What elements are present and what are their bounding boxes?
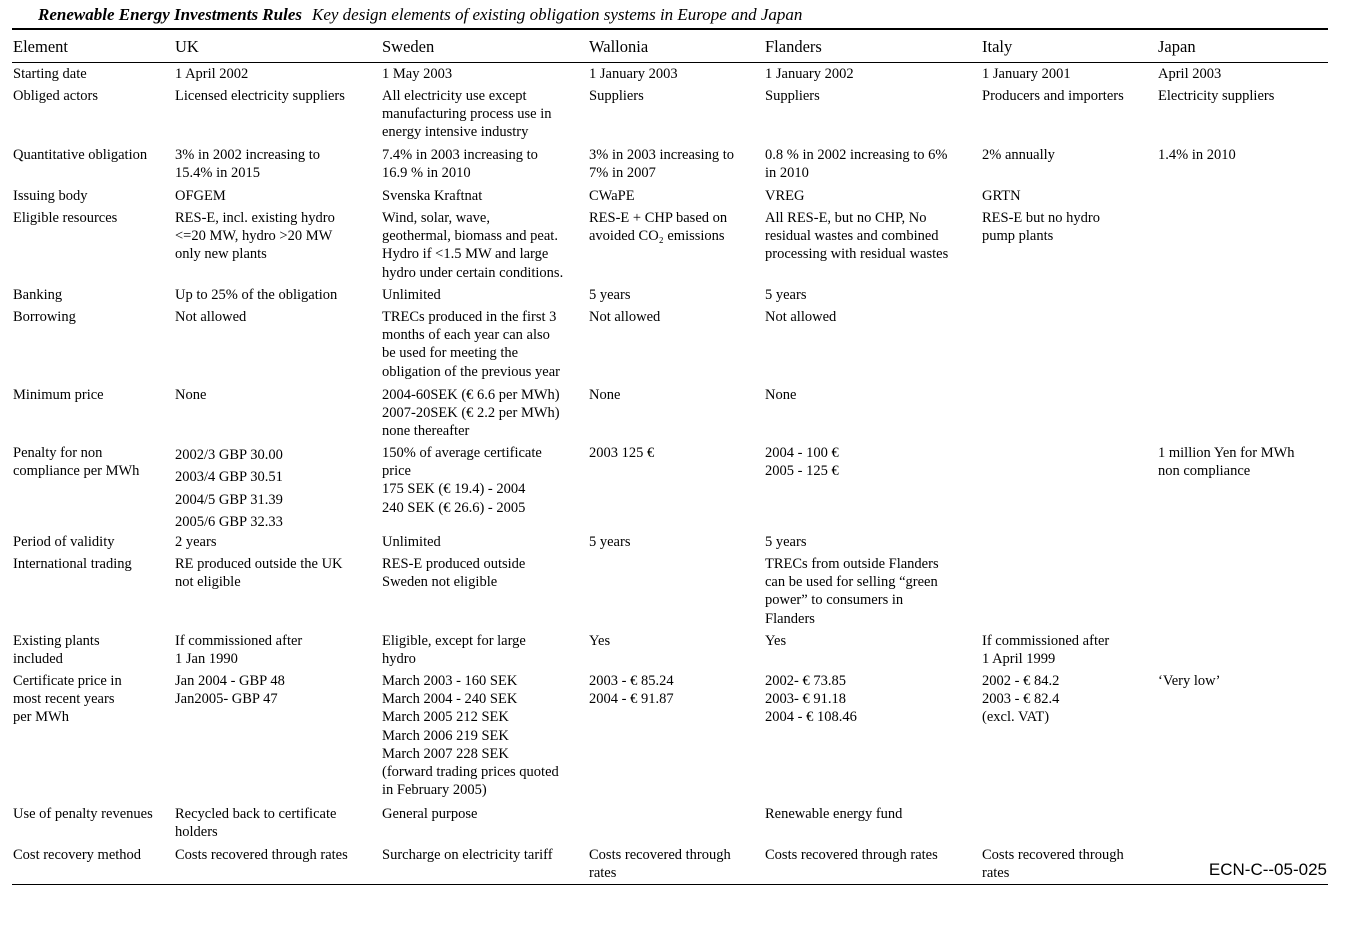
table-cell — [982, 87, 1124, 105]
cell-line: 2005 - 125 € — [765, 463, 839, 480]
table-cell — [982, 209, 1100, 245]
cell-line: Use of penalty revenues — [13, 806, 153, 822]
row-label — [13, 87, 98, 105]
cell-line: Flanders — [765, 610, 815, 627]
cell-line: 0.8 % in 2002 increasing to 6% — [765, 147, 948, 163]
table-cell — [382, 65, 452, 83]
cell-line: none thereafter — [382, 423, 470, 440]
cell-line: Svenska Kraftnat — [382, 188, 483, 204]
table-cell — [589, 286, 630, 304]
table-cell — [589, 87, 644, 105]
cell-line: 2004 - 100 € — [765, 445, 839, 461]
table-bottom-rule — [12, 884, 1328, 885]
cell-line: 7% in 2007 — [589, 165, 656, 182]
cell-line: 2003/4 GBP 30.51 — [175, 469, 283, 486]
cell-line: Up to 25% of the obligation — [175, 287, 338, 303]
cell-line: International trading — [13, 556, 132, 572]
cell-line: Costs recovered through rates — [175, 847, 348, 863]
column-header-uk: UK — [175, 37, 199, 56]
cell-line: Hydro if <1.5 MW and large — [382, 246, 549, 263]
cell-line: geothermal, biomass and peat. — [382, 228, 558, 245]
cell-line: General purpose — [382, 806, 478, 822]
cell-line: None — [175, 387, 207, 403]
table-cell — [765, 555, 939, 628]
cell-line: OFGEM — [175, 188, 226, 204]
cell-line: Not allowed — [765, 309, 837, 325]
table-cell — [765, 805, 902, 823]
column-header-japan: Japan — [1158, 37, 1196, 56]
column-header-sweden: Sweden — [382, 37, 435, 56]
row-label — [13, 444, 139, 480]
table-cell — [382, 87, 552, 142]
cell-line: All electricity use except — [382, 88, 527, 104]
cell-line: can be used for selling “green — [765, 574, 938, 591]
cell-line: 5 years — [765, 534, 807, 550]
cell-line: RES-E but no hydro — [982, 210, 1101, 226]
cell-line: Existing plants — [13, 633, 100, 649]
table-cell — [175, 533, 216, 551]
cell-line: (forward trading prices quoted — [382, 764, 559, 781]
cell-line: None — [589, 387, 621, 403]
cell-line: VREG — [765, 188, 805, 204]
cell-line: March 2007 228 SEK — [382, 745, 509, 762]
title-bold: Renewable Energy Investments Rules — [38, 5, 302, 24]
row-label — [13, 286, 62, 304]
table-cell — [175, 146, 320, 182]
table-cell — [382, 555, 525, 591]
table-cell — [982, 632, 1109, 668]
cell-line: Suppliers — [589, 88, 644, 104]
table-top-rule — [12, 28, 1328, 30]
title-subtitle: Key design elements of existing obligation systems in Europe and Japan — [311, 5, 803, 24]
table-cell — [589, 308, 660, 326]
row-label — [13, 209, 117, 227]
cell-line: 5 years — [589, 287, 631, 303]
cell-line: 5 years — [765, 287, 807, 303]
table-cell — [982, 146, 1055, 164]
table-cell — [765, 146, 947, 182]
cell-line: in February 2005) — [382, 782, 487, 799]
header-rule — [12, 62, 1328, 63]
row-label — [13, 386, 104, 404]
cell-line: 2004 - € 91.87 — [589, 691, 674, 708]
cell-line: 2003 - € 85.24 — [589, 673, 674, 689]
cell-line: Cost recovery method — [13, 847, 142, 863]
cell-line: 2003- € 91.18 — [765, 691, 846, 708]
cell-line: processing with residual wastes — [765, 246, 949, 263]
cell-line: 1 January 2002 — [765, 66, 854, 82]
cell-line: Banking — [13, 287, 63, 303]
table-cell — [1158, 87, 1274, 105]
table-cell — [175, 286, 337, 304]
cell-line: non compliance — [1158, 463, 1251, 480]
column-header-wallonia: Wallonia — [589, 37, 649, 56]
cell-line: Minimum price — [13, 387, 104, 403]
table-cell — [382, 805, 477, 823]
row-label — [13, 555, 132, 573]
table-cell — [382, 386, 560, 441]
cell-line: March 2004 - 240 SEK — [382, 691, 518, 708]
cell-line: compliance per MWh — [13, 463, 140, 480]
cell-line: Wind, solar, wave, — [382, 210, 490, 226]
cell-line: March 2005 212 SEK — [382, 709, 509, 726]
table-cell — [382, 187, 482, 205]
cell-line: price — [382, 463, 411, 480]
cell-line: obligation of the previous year — [382, 363, 560, 380]
cell-line: Costs recovered through — [589, 847, 731, 863]
row-label — [13, 805, 153, 823]
cell-line: hydro under certain conditions. — [382, 264, 564, 281]
row-label — [13, 308, 76, 326]
table-cell — [175, 187, 226, 205]
table-cell — [765, 533, 806, 551]
cell-line: 1 May 2003 — [382, 66, 453, 82]
cell-line: Unlimited — [382, 534, 441, 550]
cell-line: manufacturing process use in — [382, 106, 552, 123]
cell-line: Recycled back to certificate — [175, 806, 337, 822]
table-cell — [589, 65, 678, 83]
table-cell — [1158, 65, 1221, 83]
cell-line: 3% in 2002 increasing to — [175, 147, 320, 163]
cell-line: GRTN — [982, 188, 1021, 204]
table-cell — [765, 672, 857, 727]
cell-line: Producers and importers — [982, 88, 1124, 104]
row-label — [13, 65, 87, 83]
table-cell — [1158, 444, 1295, 480]
table-cell — [382, 672, 559, 799]
cell-line: Suppliers — [765, 88, 820, 104]
cell-line: residual wastes and combined — [765, 228, 939, 245]
cell-line: Renewable energy fund — [765, 806, 903, 822]
table-cell — [589, 444, 654, 462]
table-cell — [382, 533, 441, 551]
table-cell — [765, 632, 786, 650]
cell-line: Certificate price in — [13, 673, 122, 689]
cell-line: RES-E produced outside — [382, 556, 526, 572]
row-label — [13, 632, 100, 668]
document-title — [38, 5, 802, 25]
table-cell — [982, 672, 1059, 727]
cell-line: Eligible resources — [13, 210, 118, 226]
table-cell — [382, 632, 526, 668]
table-cell — [175, 805, 336, 841]
cell-line: April 2003 — [1158, 66, 1222, 82]
cell-line: Quantitative obligation — [13, 147, 148, 163]
cell-line: 2002- € 73.85 — [765, 673, 846, 689]
cell-line: Yes — [765, 633, 787, 649]
cell-line: ‘Very low’ — [1158, 673, 1221, 689]
table-cell — [765, 286, 806, 304]
cell-line: 16.9 % in 2010 — [382, 165, 471, 182]
cell-line: <=20 MW, hydro >20 MW — [175, 228, 333, 245]
cell-line: 175 SEK (€ 19.4) - 2004 — [382, 481, 526, 498]
cell-line: not eligible — [175, 574, 241, 591]
cell-line: included — [13, 651, 63, 668]
cell-line: Not allowed — [175, 309, 247, 325]
row-label — [13, 187, 88, 205]
cell-line: energy intensive industry — [382, 124, 529, 141]
cell-line: pump plants — [982, 228, 1054, 245]
cell-line: hydro — [382, 651, 416, 668]
cell-line: Surcharge on electricity tariff — [382, 847, 553, 863]
table-cell — [589, 846, 731, 882]
cell-line: RE produced outside the UK — [175, 556, 343, 572]
cell-line: Not allowed — [589, 309, 661, 325]
cell-line: None — [765, 387, 797, 403]
cell-line: Jan2005- GBP 47 — [175, 691, 278, 708]
cell-line: holders — [175, 824, 218, 841]
cell-line: 1 Jan 1990 — [175, 651, 238, 668]
cell-line: (excl. VAT) — [982, 709, 1050, 726]
cell-line: Electricity suppliers — [1158, 88, 1275, 104]
cell-line: 2007-20SEK (€ 2.2 per MWh) — [382, 405, 560, 422]
row-label — [13, 846, 141, 864]
cell-line: 150% of average certificate — [382, 445, 542, 461]
table-cell — [589, 672, 674, 708]
table-cell — [765, 308, 836, 326]
cell-line: in 2010 — [765, 165, 809, 182]
cell-line: Starting date — [13, 66, 87, 82]
row-label — [13, 672, 122, 727]
table-cell — [765, 846, 938, 864]
cell-line: rates — [589, 865, 617, 882]
table-cell — [982, 65, 1071, 83]
row-label — [13, 146, 147, 164]
table-cell — [765, 87, 820, 105]
table-cell — [175, 209, 335, 264]
table-cell — [382, 846, 553, 864]
cell-line: RES-E, incl. existing hydro — [175, 210, 335, 226]
cell-line: Sweden not eligible — [382, 574, 498, 591]
cell-line: 1 April 1999 — [982, 651, 1056, 668]
cell-line: Jan 2004 - GBP 48 — [175, 673, 285, 689]
cell-line: TRECs from outside Flanders — [765, 556, 939, 572]
cell-line: Yes — [589, 633, 611, 649]
column-header-italy: Italy — [982, 37, 1013, 56]
row-label — [13, 533, 115, 551]
cell-line: CWaPE — [589, 188, 635, 204]
cell-line: Eligible, except for large — [382, 633, 526, 649]
cell-line: 15.4% in 2015 — [175, 165, 260, 182]
cell-line: RES-E + CHP based on — [589, 210, 728, 226]
cell-line: most recent years — [13, 691, 115, 708]
cell-line: 7.4% in 2003 increasing to — [382, 147, 538, 163]
table-cell — [175, 672, 285, 708]
cell-line: 3% in 2003 increasing to — [589, 147, 734, 163]
cell-line: Costs recovered through — [982, 847, 1124, 863]
cell-line: rates — [982, 865, 1010, 882]
table-cell — [175, 308, 246, 326]
cell-line: If commissioned after — [175, 633, 303, 649]
cell-line: only new plants — [175, 246, 267, 263]
cell-line: months of each year can also — [382, 327, 550, 344]
table-cell — [175, 444, 283, 534]
table-cell — [175, 65, 248, 83]
document-footer: ECN-C--05-025 — [1208, 860, 1327, 879]
cell-line: 2004/5 GBP 31.39 — [175, 491, 283, 508]
cell-line: 2004-60SEK (€ 6.6 per MWh) — [382, 387, 560, 403]
cell-line: avoided CO₂ emissions — [589, 228, 725, 245]
cell-line: 2003 125 € — [589, 445, 655, 461]
table-cell — [382, 444, 542, 517]
cell-line: 2 years — [175, 534, 217, 550]
table-cell — [175, 632, 302, 668]
cell-line: 2004 - € 108.46 — [765, 709, 857, 726]
table-cell — [982, 846, 1124, 882]
table-cell — [589, 146, 734, 182]
cell-line: Borrowing — [13, 309, 76, 325]
cell-line: 2002/3 GBP 30.00 — [175, 447, 283, 463]
table-cell — [1158, 146, 1236, 164]
table-cell — [382, 308, 560, 381]
cell-line: Unlimited — [382, 287, 441, 303]
table-cell — [382, 286, 441, 304]
cell-line: 1 January 2001 — [982, 66, 1071, 82]
table-cell — [765, 209, 948, 264]
table-cell — [589, 386, 620, 404]
table-cell — [175, 87, 345, 105]
cell-line: March 2003 - 160 SEK — [382, 673, 518, 689]
table-cell — [982, 187, 1021, 205]
column-header-element: Element — [13, 37, 68, 56]
cell-line: 2003 - € 82.4 — [982, 691, 1060, 708]
table-cell — [765, 444, 839, 480]
cell-line: 5 years — [589, 534, 631, 550]
table-cell — [175, 846, 348, 864]
cell-line: 1 million Yen for MWh — [1158, 445, 1295, 461]
table-cell — [175, 386, 206, 404]
column-header-flanders: Flanders — [765, 37, 822, 56]
table-cell — [589, 632, 610, 650]
cell-line: Costs recovered through rates — [765, 847, 938, 863]
cell-line: power” to consumers in — [765, 592, 904, 609]
cell-line: TRECs produced in the first 3 — [382, 309, 557, 325]
cell-line: 240 SEK (€ 26.6) - 2005 — [382, 499, 526, 516]
table-cell — [589, 209, 727, 245]
table-cell — [589, 187, 635, 205]
table-cell — [175, 555, 343, 591]
cell-line: If commissioned after — [982, 633, 1110, 649]
cell-line: Issuing body — [13, 188, 88, 204]
cell-line: March 2006 219 SEK — [382, 727, 509, 744]
cell-line: Obliged actors — [13, 88, 98, 104]
table-cell — [765, 187, 804, 205]
cell-line: 1 April 2002 — [175, 66, 249, 82]
table-cell — [589, 533, 630, 551]
cell-line: Licensed electricity suppliers — [175, 88, 345, 104]
cell-line: 2% annually — [982, 147, 1055, 163]
table-cell — [382, 146, 538, 182]
cell-line: 2005/6 GBP 32.33 — [175, 514, 283, 531]
table-cell — [1158, 672, 1220, 690]
table-cell — [382, 209, 563, 282]
cell-line: 1 January 2003 — [589, 66, 678, 82]
cell-line: be used for meeting the — [382, 345, 519, 362]
cell-line: per MWh — [13, 709, 69, 726]
table-cell — [765, 386, 796, 404]
cell-line: 1.4% in 2010 — [1158, 147, 1236, 163]
cell-line: 2002 - € 84.2 — [982, 673, 1060, 689]
table-cell — [765, 65, 854, 83]
cell-line: All RES-E, but no CHP, No — [765, 210, 927, 226]
cell-line: Penalty for non — [13, 445, 103, 461]
cell-line: Period of validity — [13, 534, 115, 550]
